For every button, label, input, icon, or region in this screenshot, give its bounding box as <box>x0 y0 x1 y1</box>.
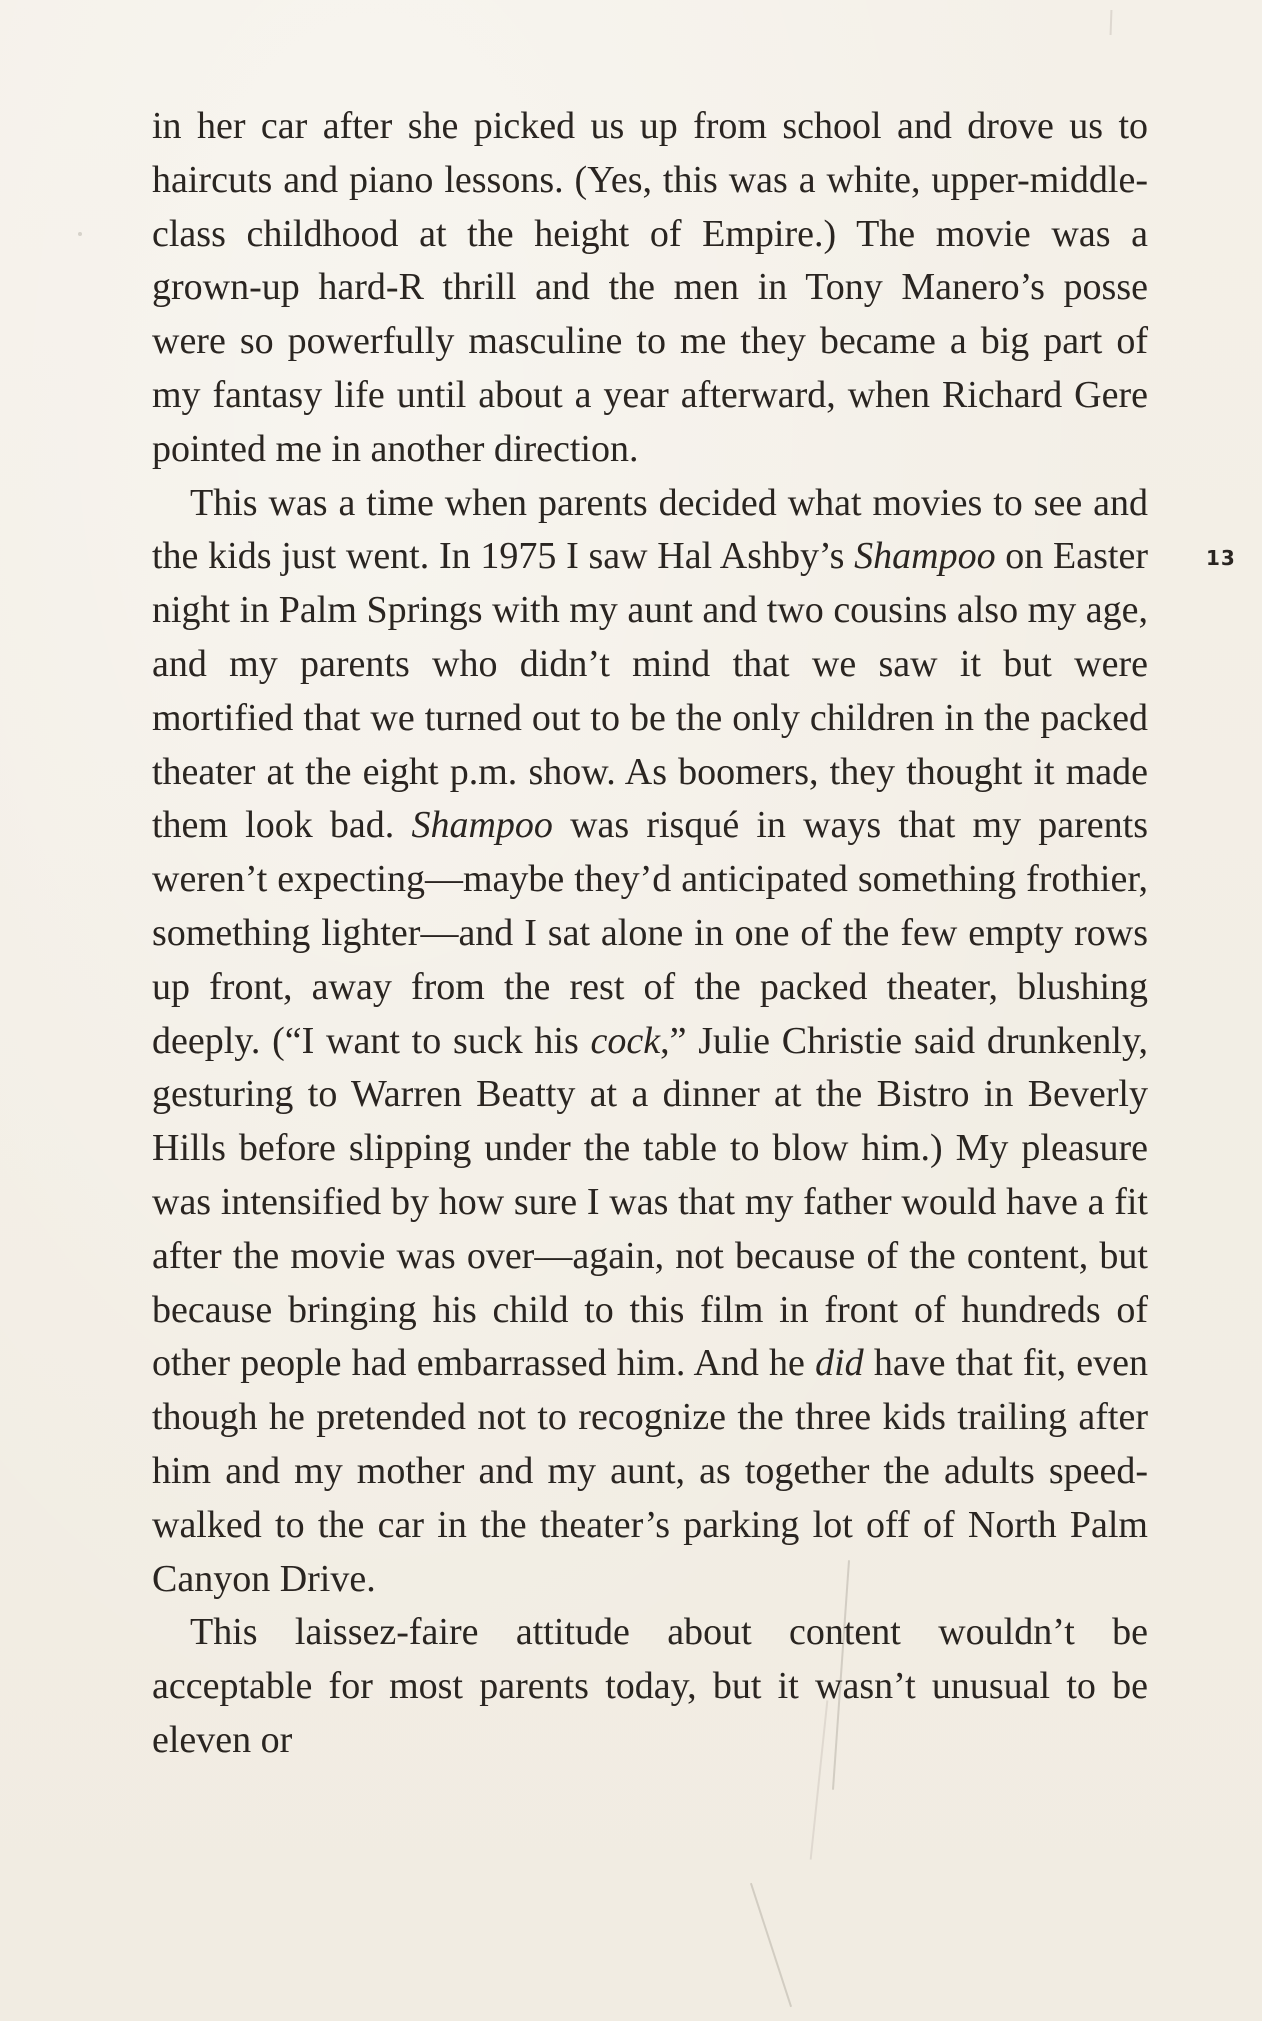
text-segment: on Easter night in Palm Springs with my aunt and two cousins also my age, and my parents who didn’t mind that we saw it but were mortified that we turned out to be the only children in the packed theater at the eight p.m. show. As boomers, they thought it made them look bad. <box>152 535 1148 847</box>
text-segment: This was a time when parents decided what movies to see and the kids just went. In 1975 I saw Hal Ashby’s <box>152 481 1148 578</box>
italic-word: did <box>815 1342 864 1385</box>
text-segment: was risqué in ways that my parents weren’t expecting—maybe they’d anticipated something frothier, something lighter—and I sat alone in one of the few empty rows up front, away from the rest of the packed theater, blushing deeply. (“I want to suck his <box>152 804 1149 1062</box>
text-segment: This laissez-faire attitude about content wouldn’t be acceptable for most parents today, but it wasn’t unusual to be eleven or <box>152 1611 1148 1761</box>
paper-crease <box>750 1883 792 2007</box>
text-segment: in her car after she picked us up from school and drove us to haircuts and piano lessons. (Yes, this was a white, upper-middle-class childhood at the height of Empire.) The movie was a grown-up hard-R thrill and the men in Tony Manero’s posse were so powerfully masculine to me they became a big part of my fantasy life until about a year afterward, when Richard Gere pointed me in another direction. <box>152 105 1148 470</box>
paragraph <box>152 100 1148 477</box>
paragraph <box>152 477 1148 1607</box>
page-number: 13 <box>1206 546 1236 570</box>
body-text <box>152 100 1148 1768</box>
italic-title: Shampoo <box>411 804 553 847</box>
text-segment: ,” Julie Christie said drunkenly, gesturing to Warren Beatty at a dinner at the Bistro in Beverly Hills before slipping under the table to blow him.) My pleasure was intensified by how sure I was that my father would have a fit after the movie was over—again, not because of the content, but because bringing his child to this film in front of hundreds of other people had embarrassed him. And he <box>152 1019 1148 1385</box>
text-segment: have that fit, even though he pretended not to recognize the three kids trailing after him and my mother and my aunt, as together the adults speed-walked to the car in the theater’s parking lot off of North Palm Canyon Drive. <box>152 1342 1149 1600</box>
paper-speck <box>78 232 82 236</box>
paper-crease <box>1110 10 1113 35</box>
italic-title: Shampoo <box>854 535 996 578</box>
paragraph <box>152 1606 1148 1767</box>
italic-word: cock <box>590 1019 661 1062</box>
